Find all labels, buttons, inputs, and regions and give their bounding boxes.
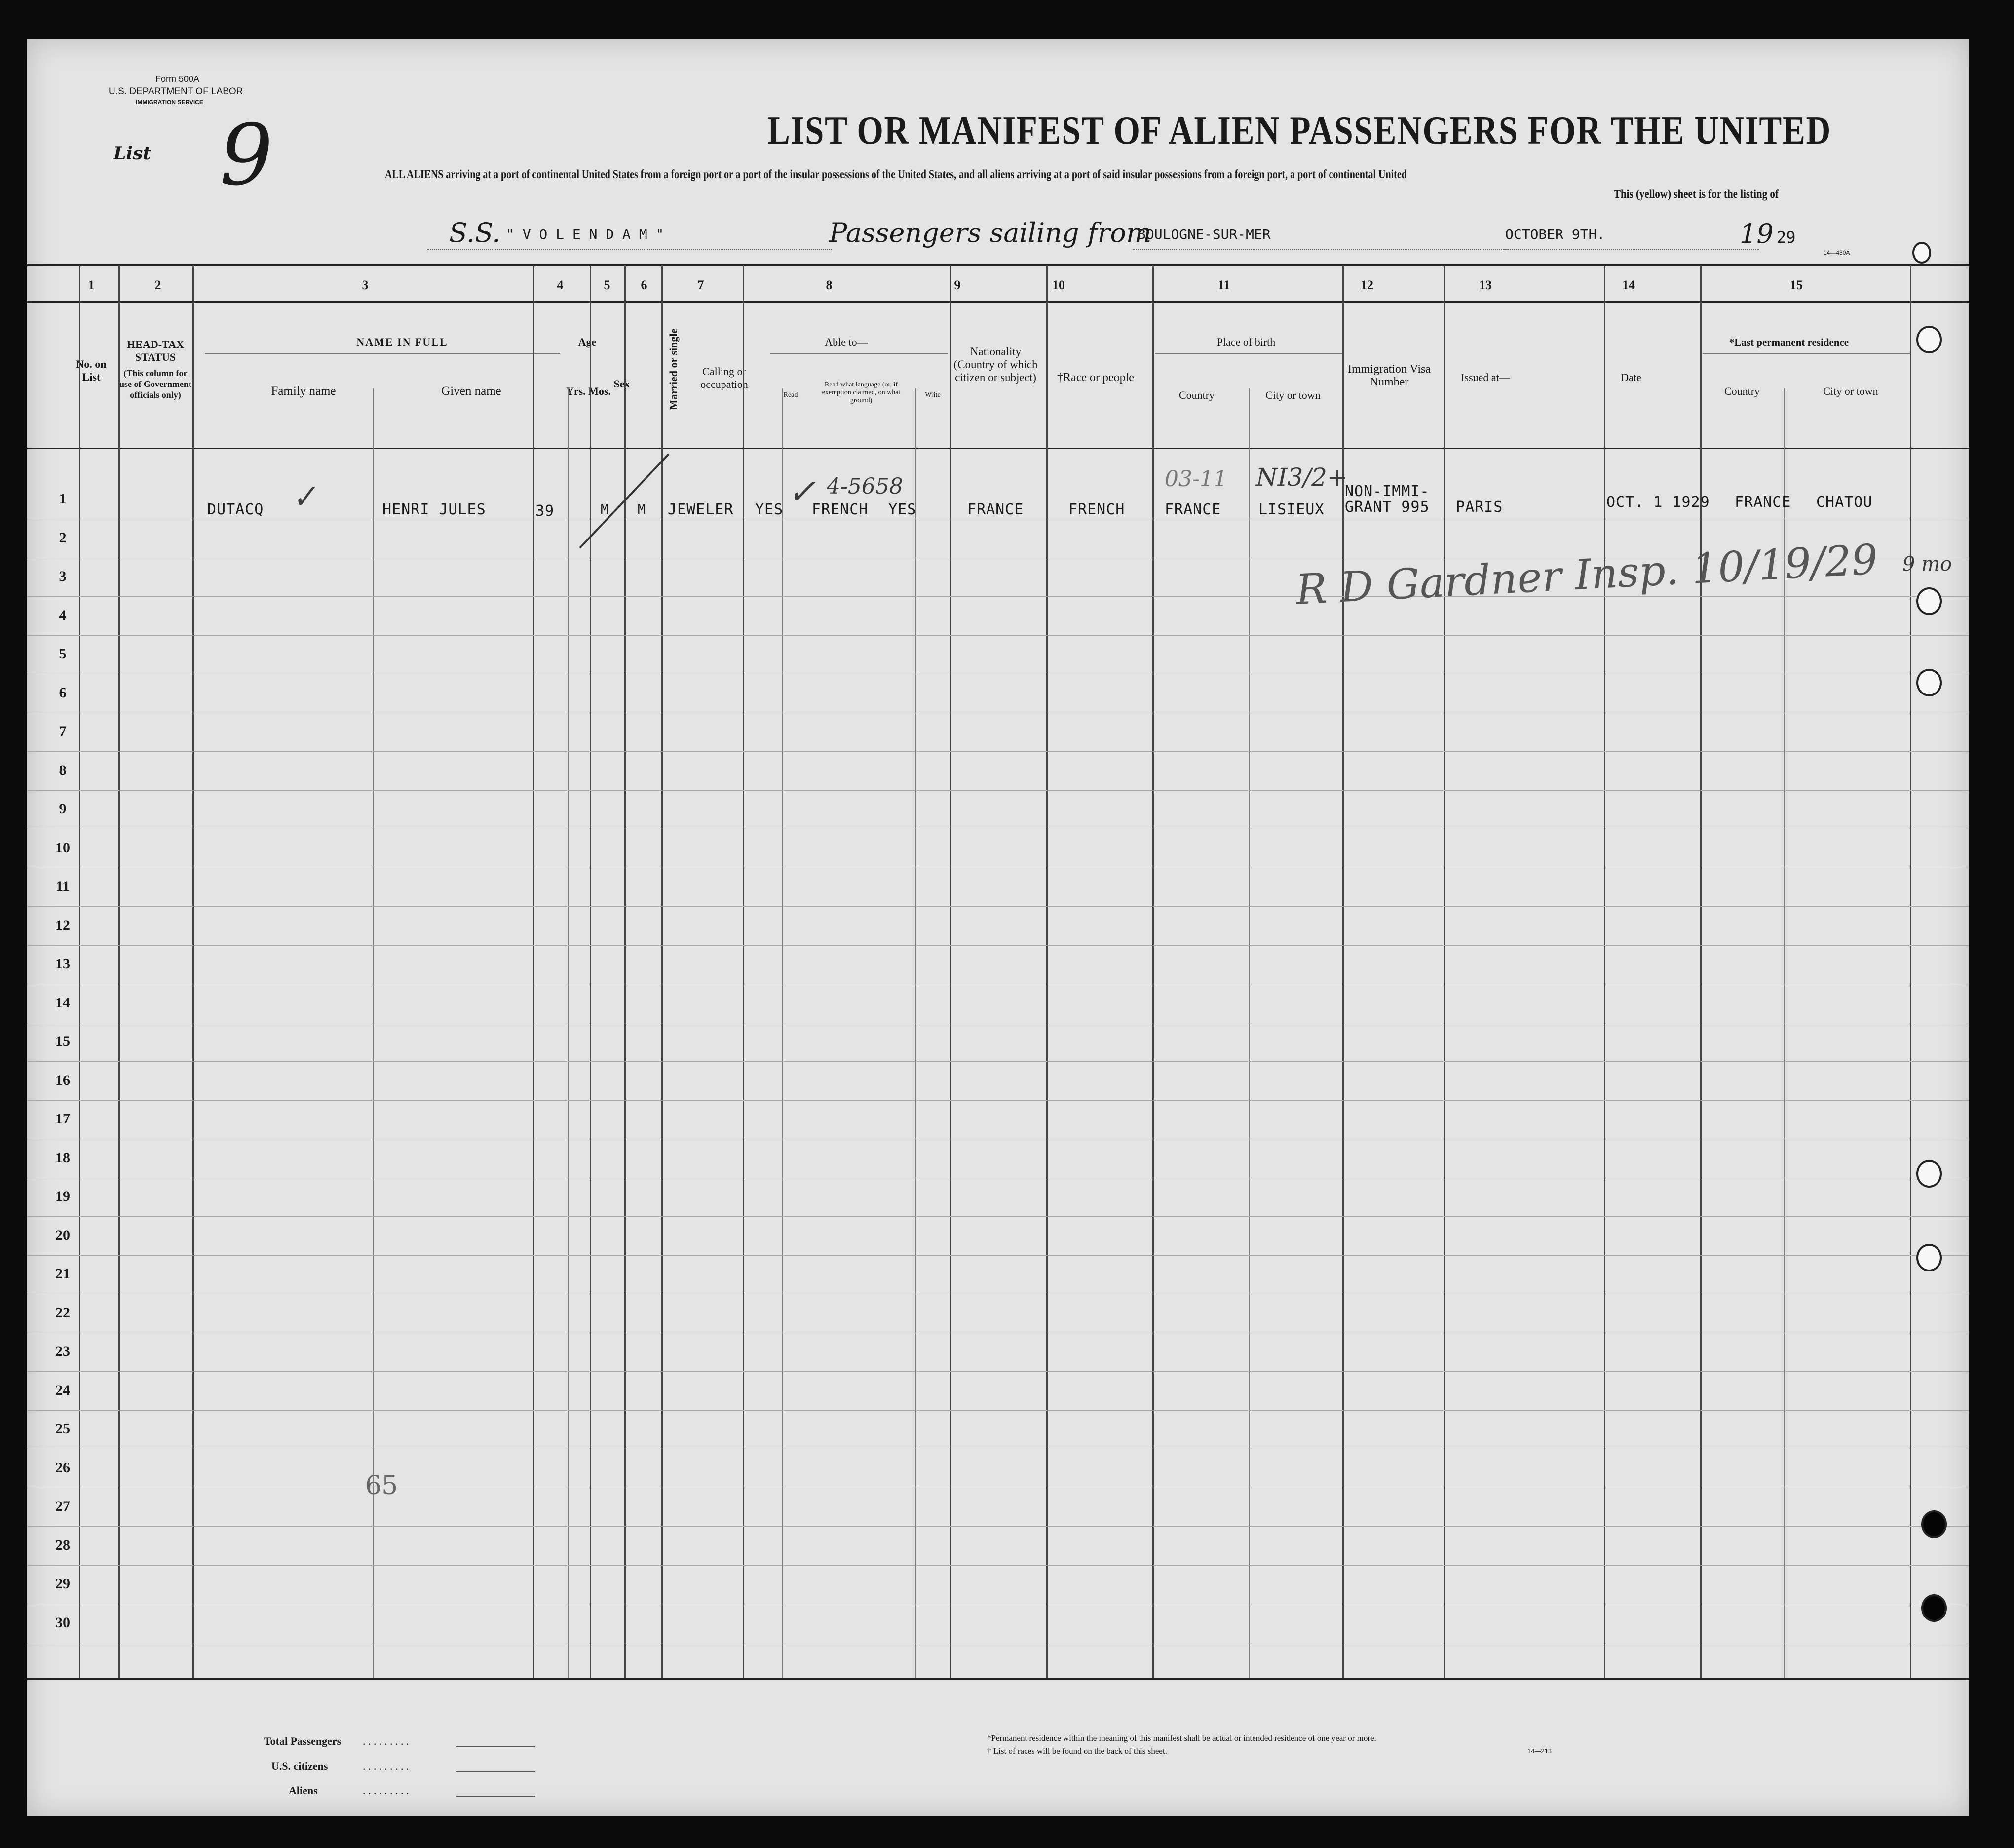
row-number: 27 xyxy=(55,1498,70,1514)
row-number: 10 xyxy=(55,839,70,856)
header-no-on-list: No. on List xyxy=(76,358,107,383)
passenger-visa-line-2: GRANT 995 xyxy=(1345,499,1430,516)
punch-hole xyxy=(1921,1510,1947,1538)
col-number-3: 3 xyxy=(362,278,369,292)
passenger-birth-city: LISIEUX xyxy=(1258,501,1325,518)
footer-note-residence: *Permanent residence within the meaning of this manifest shall be actual or intended residence of one year or more. xyxy=(987,1733,1376,1743)
row-number: 6 xyxy=(59,684,67,701)
header-able-to: Able to— xyxy=(825,336,868,348)
header-head-tax-note: (This column for use of Government officials only) xyxy=(119,368,191,400)
row-rule xyxy=(27,1061,1969,1062)
row-number: 23 xyxy=(55,1343,70,1359)
row-rule xyxy=(27,1100,1969,1101)
footer-citizens-line xyxy=(456,1771,535,1772)
footer-us-citizens: U.S. citizens xyxy=(271,1760,328,1772)
header-name-in-full: NAME IN FULL xyxy=(356,336,448,348)
header-given-name: Given name xyxy=(441,385,501,398)
row-number: 5 xyxy=(59,646,67,662)
header-race: †Race or people xyxy=(1057,371,1134,384)
family-name-check-mark: ✓ xyxy=(289,477,319,517)
subtitle-line-2: This (yellow) sheet is for the listing of xyxy=(1614,188,1779,201)
department-label: U.S. DEPARTMENT OF LABOR xyxy=(109,86,243,97)
language-check-mark: ✓ xyxy=(787,471,816,512)
year-prefix: 19 xyxy=(1740,218,1774,249)
ship-underline xyxy=(427,249,832,250)
row-number-column xyxy=(27,448,1969,1678)
row-rule xyxy=(27,1371,1969,1372)
sailing-label: Passengers sailing from xyxy=(829,217,1152,248)
row-number: 29 xyxy=(55,1576,70,1592)
ss-label: S.S. xyxy=(449,217,501,248)
row-number: 11 xyxy=(55,878,70,894)
header-birth-country: Country xyxy=(1178,389,1215,401)
header-head-tax: HEAD-TAX STATUS xyxy=(127,338,184,363)
col-number-7: 7 xyxy=(697,278,704,292)
passenger-read: YES xyxy=(755,501,784,518)
header-nationality: Nationality (Country of which citizen or subject) xyxy=(953,346,1038,384)
birth-subheader-rule xyxy=(1155,353,1342,354)
column-number-rule xyxy=(27,301,1969,303)
passenger-sex: M xyxy=(601,502,609,517)
passenger-family-name: DUTACQ xyxy=(207,501,264,518)
col-number-10: 10 xyxy=(1052,278,1065,292)
col-number-13: 13 xyxy=(1479,278,1492,292)
header-top-rule xyxy=(27,264,1969,266)
passenger-nationality: FRANCE xyxy=(967,501,1024,518)
punch-hole xyxy=(1916,587,1942,615)
able-subheader-rule xyxy=(770,353,948,354)
row-number: 18 xyxy=(55,1149,70,1166)
row-rule xyxy=(27,635,1969,636)
footer-dots-1: . . . . . . . . . xyxy=(363,1735,409,1747)
row-rule xyxy=(27,790,1969,791)
row-number: 4 xyxy=(59,607,67,623)
punch-hole xyxy=(1912,242,1931,264)
language-note: 4-5658 xyxy=(827,474,903,499)
row-number: 30 xyxy=(55,1614,70,1631)
header-write: Write xyxy=(925,391,941,399)
row-rule xyxy=(27,1410,1969,1411)
punch-hole xyxy=(1916,669,1942,696)
row-number: 21 xyxy=(55,1266,70,1282)
header-res-country: Country xyxy=(1724,385,1760,397)
sailing-date: OCTOBER 9TH. xyxy=(1505,226,1605,242)
header-family-name: Family name xyxy=(271,385,336,398)
port-of-departure: BOULOGNE-SUR-MER xyxy=(1138,226,1271,242)
ship-name: " V O L E N D A M " xyxy=(506,226,664,242)
birth-country-note: 03-11 xyxy=(1165,466,1227,492)
col-number-5: 5 xyxy=(604,278,610,292)
header-place-of-birth: Place of birth xyxy=(1216,336,1276,348)
stray-number: 65 xyxy=(365,1471,398,1501)
margin-note: 9 mo xyxy=(1902,553,1952,576)
passenger-res-city: CHATOU xyxy=(1816,494,1873,511)
date-underline xyxy=(1503,249,1759,250)
header-visa-number: Immigration Visa Number xyxy=(1347,363,1431,388)
footer-code: 14—213 xyxy=(1527,1747,1552,1755)
list-number: 9 xyxy=(220,107,273,204)
row-rule xyxy=(27,596,1969,597)
col-number-14: 14 xyxy=(1622,278,1635,292)
row-rule xyxy=(27,945,1969,946)
header-read-language: Read what language (or, if exemption claimed, on what ground) xyxy=(822,381,901,404)
form-number: Form 500A xyxy=(155,74,200,84)
header-sex: Sex xyxy=(613,378,630,390)
footer-dots-2: . . . . . . . . . xyxy=(363,1760,409,1772)
service-label: IMMIGRATION SERVICE xyxy=(136,99,203,106)
header-res-city: City or town xyxy=(1823,385,1878,397)
footer-aliens: Aliens xyxy=(289,1784,318,1797)
passenger-given-name: HENRI JULES xyxy=(382,501,486,518)
footer-note-races: † List of races will be found on the back of this sheet. xyxy=(987,1746,1167,1756)
row-number: 8 xyxy=(59,762,67,778)
row-rule xyxy=(27,906,1969,907)
col-number-1: 1 xyxy=(88,278,95,292)
footer-total-passengers: Total Passengers xyxy=(264,1735,342,1747)
subtitle-line-1: ALL ALIENS arriving at a port of continental United States from a foreign port or a port of the insular possessions of the United States, and all aliens arriving at a port of said insular possessions from a foreign port, a port of continental United xyxy=(385,168,1407,181)
row-number: 24 xyxy=(55,1382,70,1398)
row-number: 17 xyxy=(55,1111,70,1127)
row-number: 13 xyxy=(55,956,70,972)
row-number: 9 xyxy=(59,801,67,817)
passenger-birth-country: FRANCE xyxy=(1165,501,1221,518)
inspector-signature: R D Gardner Insp. 10/19/29 xyxy=(1294,535,1879,614)
col-number-15: 15 xyxy=(1790,278,1803,292)
punch-hole xyxy=(1916,1244,1942,1271)
row-number: 26 xyxy=(55,1459,70,1476)
row-number: 1 xyxy=(59,491,67,507)
passenger-issued-at: PARIS xyxy=(1456,499,1503,516)
punch-hole xyxy=(1921,1594,1947,1622)
row-rule xyxy=(27,751,1969,752)
list-label: List xyxy=(114,143,151,164)
footer-aliens-line xyxy=(456,1796,535,1797)
col-number-12: 12 xyxy=(1361,278,1373,292)
passenger-res-country: FRANCE xyxy=(1735,494,1791,511)
punch-hole xyxy=(1916,326,1942,353)
col-number-11: 11 xyxy=(1217,278,1230,292)
name-subheader-rule xyxy=(205,353,560,354)
residence-subheader-rule xyxy=(1703,353,1910,354)
row-number: 25 xyxy=(55,1421,70,1437)
passenger-occupation: JEWELER xyxy=(668,501,734,518)
row-number: 2 xyxy=(59,529,67,546)
header-date: Date xyxy=(1621,371,1641,384)
row-number: 28 xyxy=(55,1537,70,1553)
header-married-or-single: Married or single xyxy=(667,328,680,410)
punch-hole xyxy=(1916,1160,1942,1188)
table-bottom-rule xyxy=(27,1678,1969,1680)
row-number: 20 xyxy=(55,1227,70,1243)
col-number-9: 9 xyxy=(954,278,961,292)
row-number: 22 xyxy=(55,1304,70,1321)
footer-dots-3: . . . . . . . . . xyxy=(363,1784,409,1797)
page-title: LIST OR MANIFEST OF ALIEN PASSENGERS FOR THE UNITED xyxy=(767,109,1832,153)
row-number: 3 xyxy=(59,568,67,584)
col-number-2: 2 xyxy=(154,278,161,292)
row-rule xyxy=(27,1565,1969,1566)
row-number: 12 xyxy=(55,917,70,933)
header-calling-occupation: Calling or occupation xyxy=(700,365,748,390)
header-age: Age xyxy=(578,336,597,348)
passenger-write: YES xyxy=(888,501,917,518)
year-suffix: 29 xyxy=(1777,228,1796,247)
row-number: 15 xyxy=(55,1033,70,1049)
row-number: 16 xyxy=(55,1072,70,1088)
manifest-sheet xyxy=(27,39,1969,1816)
row-number: 14 xyxy=(55,994,70,1011)
row-rule xyxy=(27,1526,1969,1527)
header-last-residence: *Last permanent residence xyxy=(1729,336,1849,348)
row-number: 7 xyxy=(59,723,67,739)
header-read: Read xyxy=(783,391,798,399)
port-underline xyxy=(1133,249,1508,250)
col-number-4: 4 xyxy=(557,278,564,292)
birth-city-note: NI3/2+ xyxy=(1256,463,1348,492)
header-yrs-mos: Yrs. Mos. xyxy=(566,385,611,397)
passenger-age: 39 xyxy=(535,502,555,520)
form-code: 14—430A xyxy=(1824,249,1850,256)
passenger-visa-line-1: NON-IMMI- xyxy=(1345,483,1430,500)
row-rule xyxy=(27,1216,1969,1217)
col-number-8: 8 xyxy=(826,278,833,292)
passenger-race: FRENCH xyxy=(1068,501,1125,518)
sex-column-check-stroke xyxy=(570,444,679,553)
row-rule xyxy=(27,1255,1969,1256)
footer-total-line xyxy=(456,1746,535,1747)
passenger-visa-date: OCT. 1 1929 xyxy=(1606,494,1710,511)
passenger-language: FRENCH xyxy=(812,501,869,518)
row-number: 19 xyxy=(55,1188,70,1204)
passenger-married: M xyxy=(638,502,646,517)
header-issued-at: Issued at— xyxy=(1461,371,1510,384)
col-number-6: 6 xyxy=(641,278,647,292)
header-birth-city: City or town xyxy=(1265,389,1321,401)
